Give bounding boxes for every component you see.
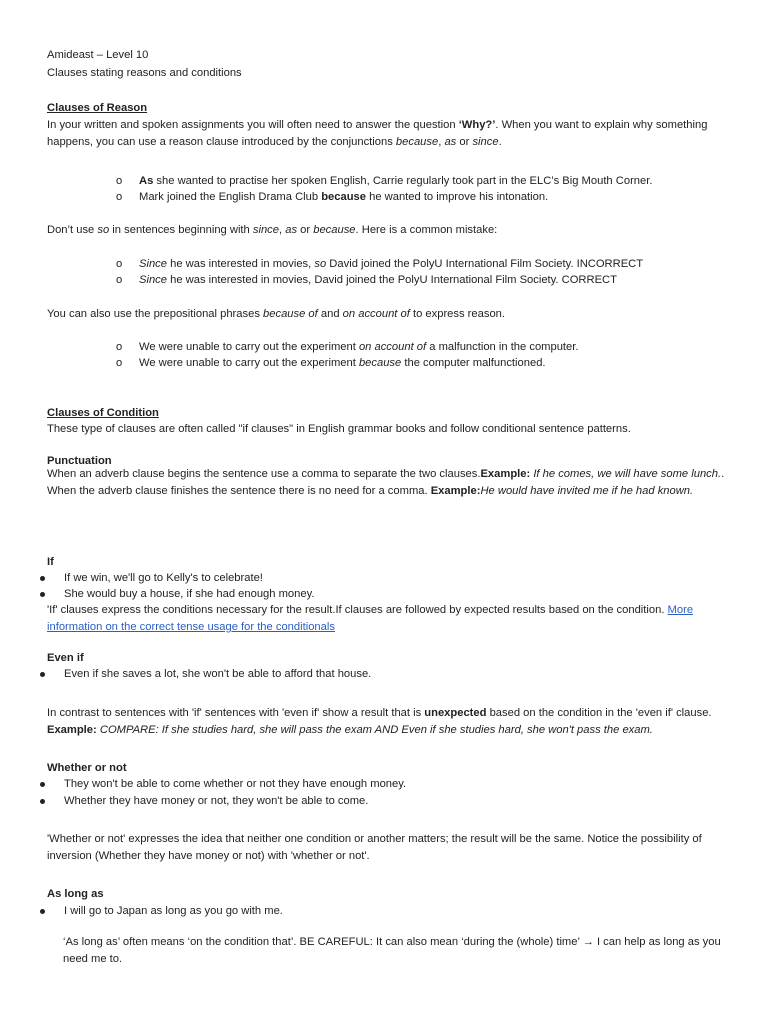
list-marker: o: [116, 341, 123, 353]
even-if-explanation: In contrast to sentences with 'if' sentences with 'even if' show a result that is unexpected based on the condition in the 'even if' clause. Example: COMPARE: If she studies hard, she will pass the exam AND Even if she studies hard, she won't pass the exam.: [47, 707, 712, 736]
reason-prepositional-note: You can also use the prepositional phrases because of and on account of to express reason.: [47, 308, 506, 320]
punctuation-text: When an adverb clause begins the sentence use a comma to separate the two clauses.Example: If he comes, we will have some lunch.. When the adverb clause finishes the sentence there is no need for a comma. Example:He would have invited me if he had known.: [47, 468, 725, 497]
document-header-topic: Clauses stating reasons and conditions: [47, 67, 242, 79]
bullet-icon: [40, 909, 45, 914]
bullet-icon: [40, 672, 45, 677]
list-marker: o: [116, 258, 123, 270]
as-long-as-heading: As long as: [47, 888, 104, 900]
reason-dont-use-note: Don’t use so in sentences beginning with since, as or because. Here is a common mistake:: [47, 224, 498, 236]
list-marker: o: [116, 175, 123, 187]
list-marker: o: [116, 191, 123, 203]
as-long-as-explanation: ‘As long as’ often means ‘on the condition that’. BE CAREFUL: It can also mean ‘during the (whole) time’ → I can help as long as you need me to.: [63, 936, 721, 965]
bullet-icon: [40, 782, 45, 787]
punctuation-heading: Punctuation: [47, 455, 112, 467]
condition-intro: These type of clauses are often called "if clauses" in English grammar books and follow conditional sentence patterns.: [47, 423, 631, 435]
list-marker: o: [116, 274, 123, 286]
bullet-icon: [40, 799, 45, 804]
condition-heading: Clauses of Condition: [47, 407, 159, 419]
document-header-course: Amideast – Level 10: [47, 49, 149, 61]
whether-or-not-heading: Whether or not: [47, 762, 127, 774]
if-explanation: 'If' clauses express the conditions necessary for the result.If clauses are followed by expected results based on the condition. More information on the correct tense usage for the conditionals: [47, 604, 694, 633]
whether-explanation: 'Whether or not' expresses the idea that neither one condition or another matters; the result will be the same. Notice the possibility of inversion (Whether they have money or not) with 'whether or not'.: [47, 833, 702, 862]
list-marker: o: [116, 357, 123, 369]
bullet-icon: [40, 576, 45, 581]
reason-intro: In your written and spoken assignments you will often need to answer the question ‘Why?’. When you want to explain why something happens, you can use a reason clause introduced by the conjunctions because, as or since.: [47, 119, 708, 148]
document-page: Amideast – Level 10 Clauses stating reasons and conditions Clauses of Reason In your written and spoken assignments you will often need to answer the question ‘Why?’. When you want to explain why something happens, you can use a reason clause introduced by the conjunctions because, as or since. o As she wanted to practise her spoken English, Carrie regularly took part in the ELC’s Big Mouth Corner. o Mark joined the English Drama Club because he wanted to improve his intonation. Don’t use so in sentences beginning with since, as or because. Here is a common mistake: o Since he was interested in movies, so David joined the PolyU International Film Society. INCORRECT o Since he was interested in movies, David joined the PolyU International Film Society. CORRECT You can also use the prepositional phrases because of and on account of to express reason. o We were unable to carry out the experiment on account of a malfunction in the computer. o We were unable to carry out the experiment because the computer malfunctioned. Clauses of Condition These type of clauses are often called "if clauses" in English grammar books and follow conditional sentence patterns. Punctuation When an adverb clause begins the sentence use a comma to separate the two clauses.Example: If he comes, we will have some lunch.. When the adverb clause finishes the sentence there is no need for a comma. Example:He would have invited me if he had known. If If we win, we'll go to Kelly's to celebrate! She would buy a house, if she had enough money. 'If' clauses express the conditions necessary for the result.If clauses are followed by expected results based on the condition. More information on the correct tense usage for the conditionals Even if Even if she saves a lot, she won't be able to afford that house. In contrast to sentences with 'if' sentences with 'even if' show a result that is unexpected based on the condition in the 'even if' clause. Example: COMPARE: If she studies hard, she will pass the exam AND Even if she studies hard, she won't pass the exam. Whether or not They won't be able to come whether or not they have enough money. Whether they have money or not, they won't be able to come. 'Whether or not' expresses the idea that neither one condition or another matters; the result will be the same. Notice the possibility of inversion (Whether they have money or not) with 'whether or not'. As long as I will go to Japan as long as you go with me. ‘As long as’ often means ‘on the condition that’. BE CAREFUL: It can also mean ‘during the (whole) time’ → I can help as long as you need me to.: [0, 0, 768, 1024]
conditionals-tense-link[interactable]: More information on the correct tense usage for the conditionals: [47, 604, 694, 633]
reason-heading: Clauses of Reason: [47, 102, 148, 114]
even-if-heading: Even if: [47, 652, 84, 664]
if-heading: If: [47, 556, 54, 568]
bullet-icon: [40, 592, 45, 597]
